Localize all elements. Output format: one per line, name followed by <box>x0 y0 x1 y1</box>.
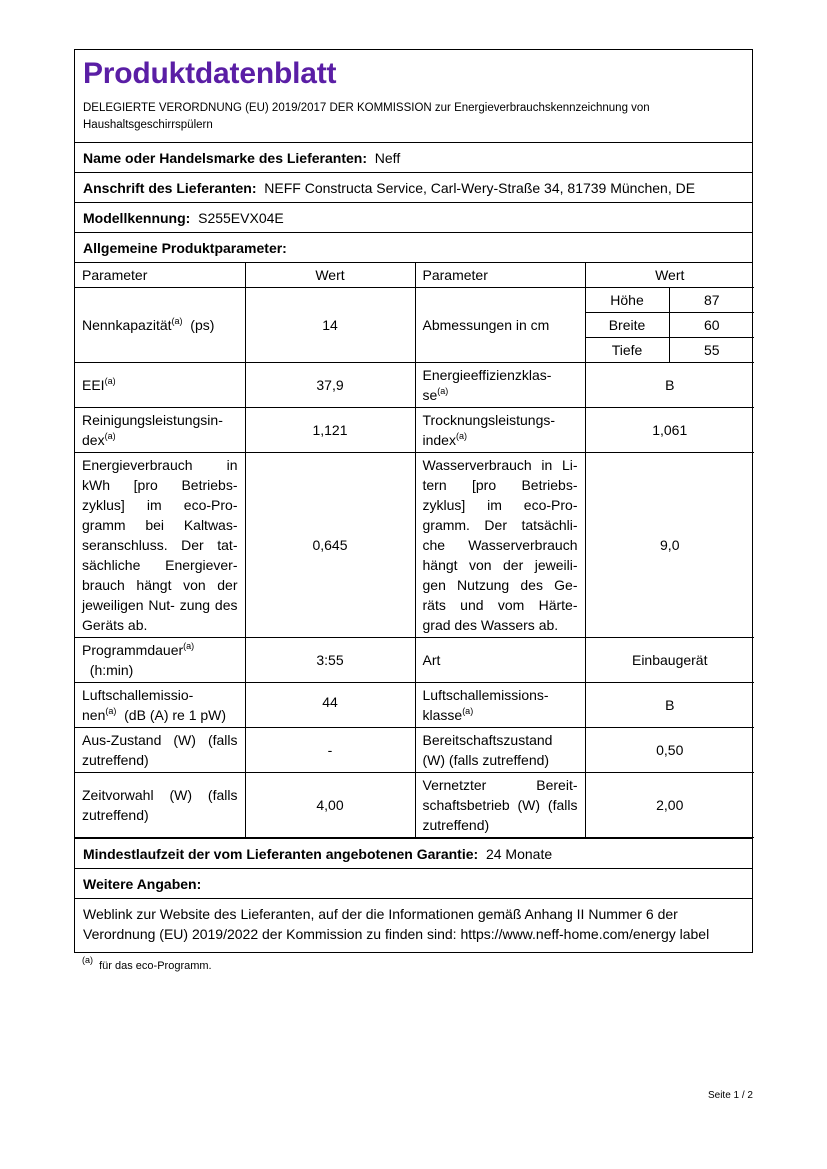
depth-label: Tiefe <box>585 338 669 363</box>
footnote-text: für das eco-Programm. <box>99 960 212 972</box>
warranty-value: 24 Monate <box>485 846 553 862</box>
further-info-row <box>75 869 752 899</box>
footnote-mark: (a) <box>82 955 93 965</box>
dimensions-label: Abmessungen in cm <box>415 288 585 363</box>
drying-index-label: Trocknungsleistungs- index$^{(a)}$ <box>415 408 585 453</box>
address-label: Anschrift des Lieferanten: <box>83 180 257 196</box>
capacity-label: Nennkapazität$^{(a)}$ (ps) <box>75 288 245 363</box>
weblink-row <box>75 899 752 952</box>
width-value: 60 <box>669 313 754 338</box>
table-row <box>75 728 754 773</box>
program-duration-value: 3:55 <box>245 638 415 683</box>
further-info-header: Weitere Angaben: <box>83 876 202 892</box>
table-row <box>75 408 754 453</box>
supplier-value: Neff <box>374 150 401 166</box>
off-mode-label: Aus-Zustand (W) (falls zutreffend) <box>75 728 245 773</box>
table-row <box>75 363 754 408</box>
type-value: Einbaugerät <box>585 638 754 683</box>
cleaning-index-label: Reinigungsleistungsin- dex$^{(a)}$ <box>75 408 245 453</box>
table-header-row <box>75 263 754 288</box>
general-params-header: Allgemeine Produktparameter: <box>83 240 287 256</box>
address-value: NEFF Constructa Service, Carl-Wery-Straße 34, 81739 München, DE <box>264 180 696 196</box>
table-row <box>75 638 754 683</box>
warranty-row <box>75 839 752 869</box>
standby-value: 0,50 <box>585 728 754 773</box>
warranty-label: Mindestlaufzeit der vom Lieferanten angebotenen Garantie: <box>83 846 479 862</box>
table-row <box>75 683 754 728</box>
depth-value: 55 <box>669 338 754 363</box>
noise-label: Luftschallemissio- nen$^{(a)}$ (dB (A) re 1 pW) <box>75 683 245 728</box>
energy-consumption-value: 0,645 <box>245 453 415 638</box>
page-number: Seite 1 / 2 <box>707 1090 753 1101</box>
params-table-wrapper <box>75 263 752 839</box>
network-standby-label: Vernetzter Bereit- schaftsbetrieb (W) (falls zutreffend) <box>415 773 585 838</box>
model-label: Modellkennung: <box>83 210 191 226</box>
model-row <box>75 203 752 233</box>
table-row <box>75 288 754 313</box>
col-header-param-2: Parameter <box>415 263 585 288</box>
eei-value: 37,9 <box>245 363 415 408</box>
energy-consumption-label: Energieverbrauch in kWh [pro Betriebs- zyklus] im eco-Pro- gramm bei Kaltwas- seranschluss. Der tat- sächliche Energiever- brauch hängt von der jeweiligen Nut- zung des Geräts ab. <box>75 453 245 638</box>
eei-label: EEI$^{(a)}$ <box>75 363 245 408</box>
type-label: Art <box>415 638 585 683</box>
capacity-value: 14 <box>245 288 415 363</box>
page-title: Produktdatenblatt <box>83 57 337 90</box>
noise-value: 44 <box>245 683 415 728</box>
product-data-sheet <box>74 49 753 953</box>
delay-start-value: 4,00 <box>245 773 415 838</box>
sheet-header <box>75 50 752 143</box>
params-table <box>75 263 754 838</box>
height-label: Höhe <box>585 288 669 313</box>
model-value: S255EVX04E <box>198 210 284 226</box>
noise-class-label: Luftschallemissions- klasse$^{(a)}$ <box>415 683 585 728</box>
cleaning-index-value: 1,121 <box>245 408 415 453</box>
energy-class-value: B <box>585 363 754 408</box>
off-mode-value: - <box>245 728 415 773</box>
delay-start-label: Zeitvorwahl (W) (falls zutreffend) <box>75 773 245 838</box>
height-value: 87 <box>669 288 754 313</box>
drying-index-value: 1,061 <box>585 408 754 453</box>
program-duration-label: Programmdauer$^{(a)}$ (h:min) <box>75 638 245 683</box>
water-consumption-label: Wasserverbrauch in Li- tern [pro Betriebs- zyklus] im eco-Pro- gramm. Der tatsächli- che Wasserverbrauch hängt von der jeweili- gen Nutzung des Ge- räts und vom Härte- grad des Wassers ab. <box>415 453 585 638</box>
network-standby-value: 2,00 <box>585 773 754 838</box>
general-params-row <box>75 233 752 263</box>
supplier-label: Name oder Handelsmarke des Lieferanten: <box>83 150 367 166</box>
table-row <box>75 773 754 838</box>
regulation-text: DELEGIERTE VERORDNUNG (EU) 2019/2017 DER KOMMISSION zur Energieverbrauchskennzeichnung von Haushaltsgeschirrspülern <box>83 102 650 131</box>
footnote <box>82 955 212 972</box>
table-row <box>75 453 754 638</box>
width-label: Breite <box>585 313 669 338</box>
noise-class-value: B <box>585 683 754 728</box>
energy-class-label: Energieeffizienzklas- $se^{(a)}$ <box>415 363 585 408</box>
weblink-text: Weblink zur Website des Lieferanten, auf der die Informationen gemäß Anhang II Nummer 6 der Verordnung (EU) 2019/2022 der Kommission zu finden sind: https://www.neff-home.com/energy label <box>83 906 710 942</box>
col-header-value: Wert <box>245 263 415 288</box>
standby-label: Bereitschaftszustand (W) (falls zutreffend) <box>415 728 585 773</box>
col-header-value-2: Wert <box>585 263 754 288</box>
water-consumption-value: 9,0 <box>585 453 754 638</box>
address-row <box>75 173 752 203</box>
col-header-param: Parameter <box>75 263 245 288</box>
supplier-row <box>75 143 752 173</box>
